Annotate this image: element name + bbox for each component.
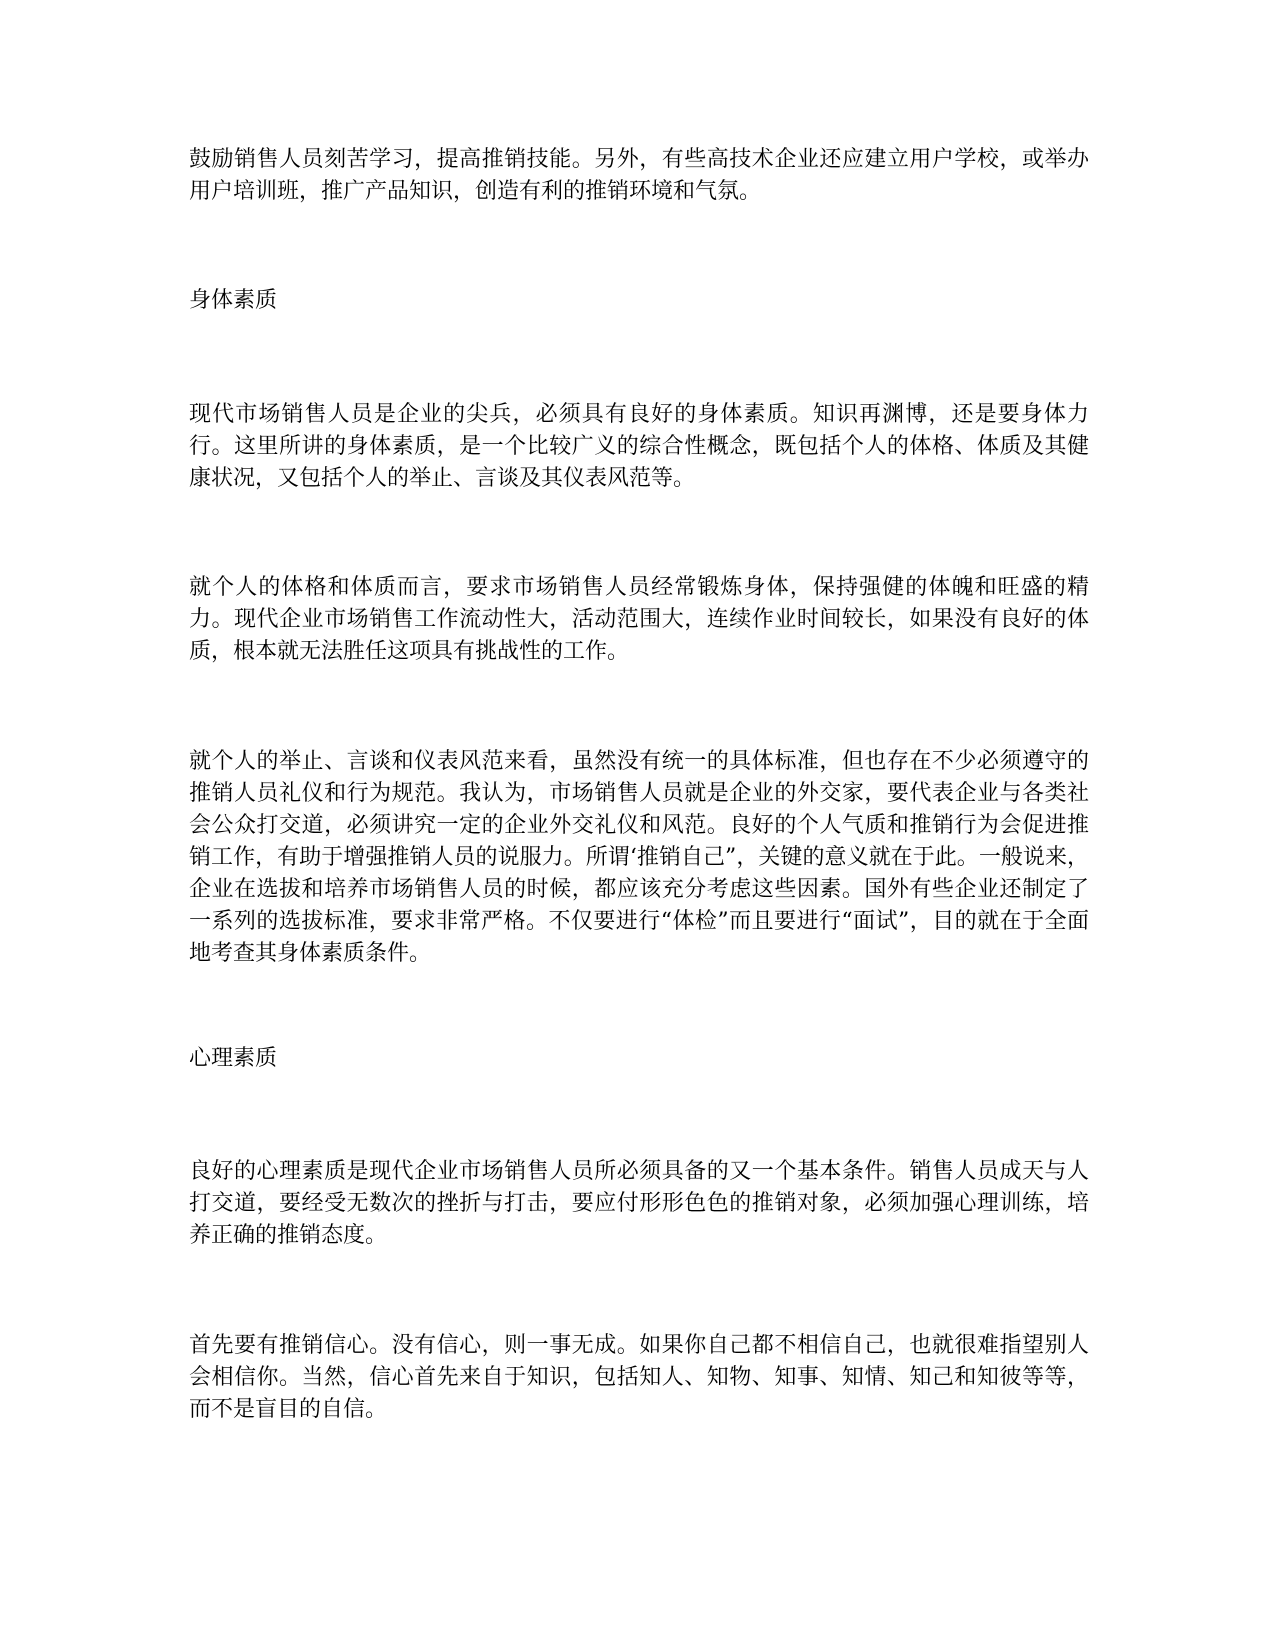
paragraph-training: 鼓励销售人员刻苦学习，提高推销技能。另外，有些高技术企业还应建立用户学校，或举办用户培训班，推广产品知识，创造有利的推销环境和气氛。 <box>189 147 1089 204</box>
paragraph-physical-intro: 现代市场销售人员是企业的尖兵，必须具有良好的身体素质。知识再渊博，还是要身体力行。这里所讲的身体素质，是一个比较广义的综合性概念，既包括个人的体格、体质及其健康状况，又包括个人的举止、言谈及其仪表风范等。 <box>189 402 1089 491</box>
section-heading-physical: 身体素质 <box>189 288 278 313</box>
paragraph-physical-constitution: 就个人的体格和体质而言，要求市场销售人员经常锻炼身体，保持强健的体魄和旺盛的精力。现代企业市场销售工作流动性大，活动范围大，连续作业时间较长，如果没有良好的体质，根本就无法胜任这项具有挑战性的工作。 <box>189 575 1089 664</box>
paragraph-demeanor: 就个人的举止、言谈和仪表风范来看，虽然没有统一的具体标准，但也存在不少必须遵守的推销人员礼仪和行为规范。我认为，市场销售人员就是企业的外交家，要代表企业与各类社会公众打交道，必须讲究一定的企业外交礼仪和风范。良好的个人气质和推销行为会促进推销工作，有助于增强推销人员的说服力。所谓‘推销自己”，关键的意义就在于此。一般说来，企业在选拔和培养市场销售人员的时候，都应该充分考虑这些因素。国外有些企业还制定了一系列的选拔标准，要求非常严格。不仅要进行“体检”而且要进行“面试”，目的就在于全面地考查其身体素质条件。 <box>189 749 1089 966</box>
paragraph-confidence: 首先要有推销信心。没有信心，则一事无成。如果你自己都不相信自己，也就很难指望别人会相信你。当然，信心首先来自于知识，包括知人、知物、知事、知情、知己和知彼等等，而不是盲目的自信。 <box>189 1333 1089 1422</box>
paragraph-mental-intro: 良好的心理素质是现代企业市场销售人员所必须具备的又一个基本条件。销售人员成天与人打交道，要经受无数次的挫折与打击，要应付形形色色的推销对象，必须加强心理训练，培养正确的推销态度。 <box>189 1159 1089 1248</box>
section-heading-mental: 心理素质 <box>189 1046 278 1071</box>
